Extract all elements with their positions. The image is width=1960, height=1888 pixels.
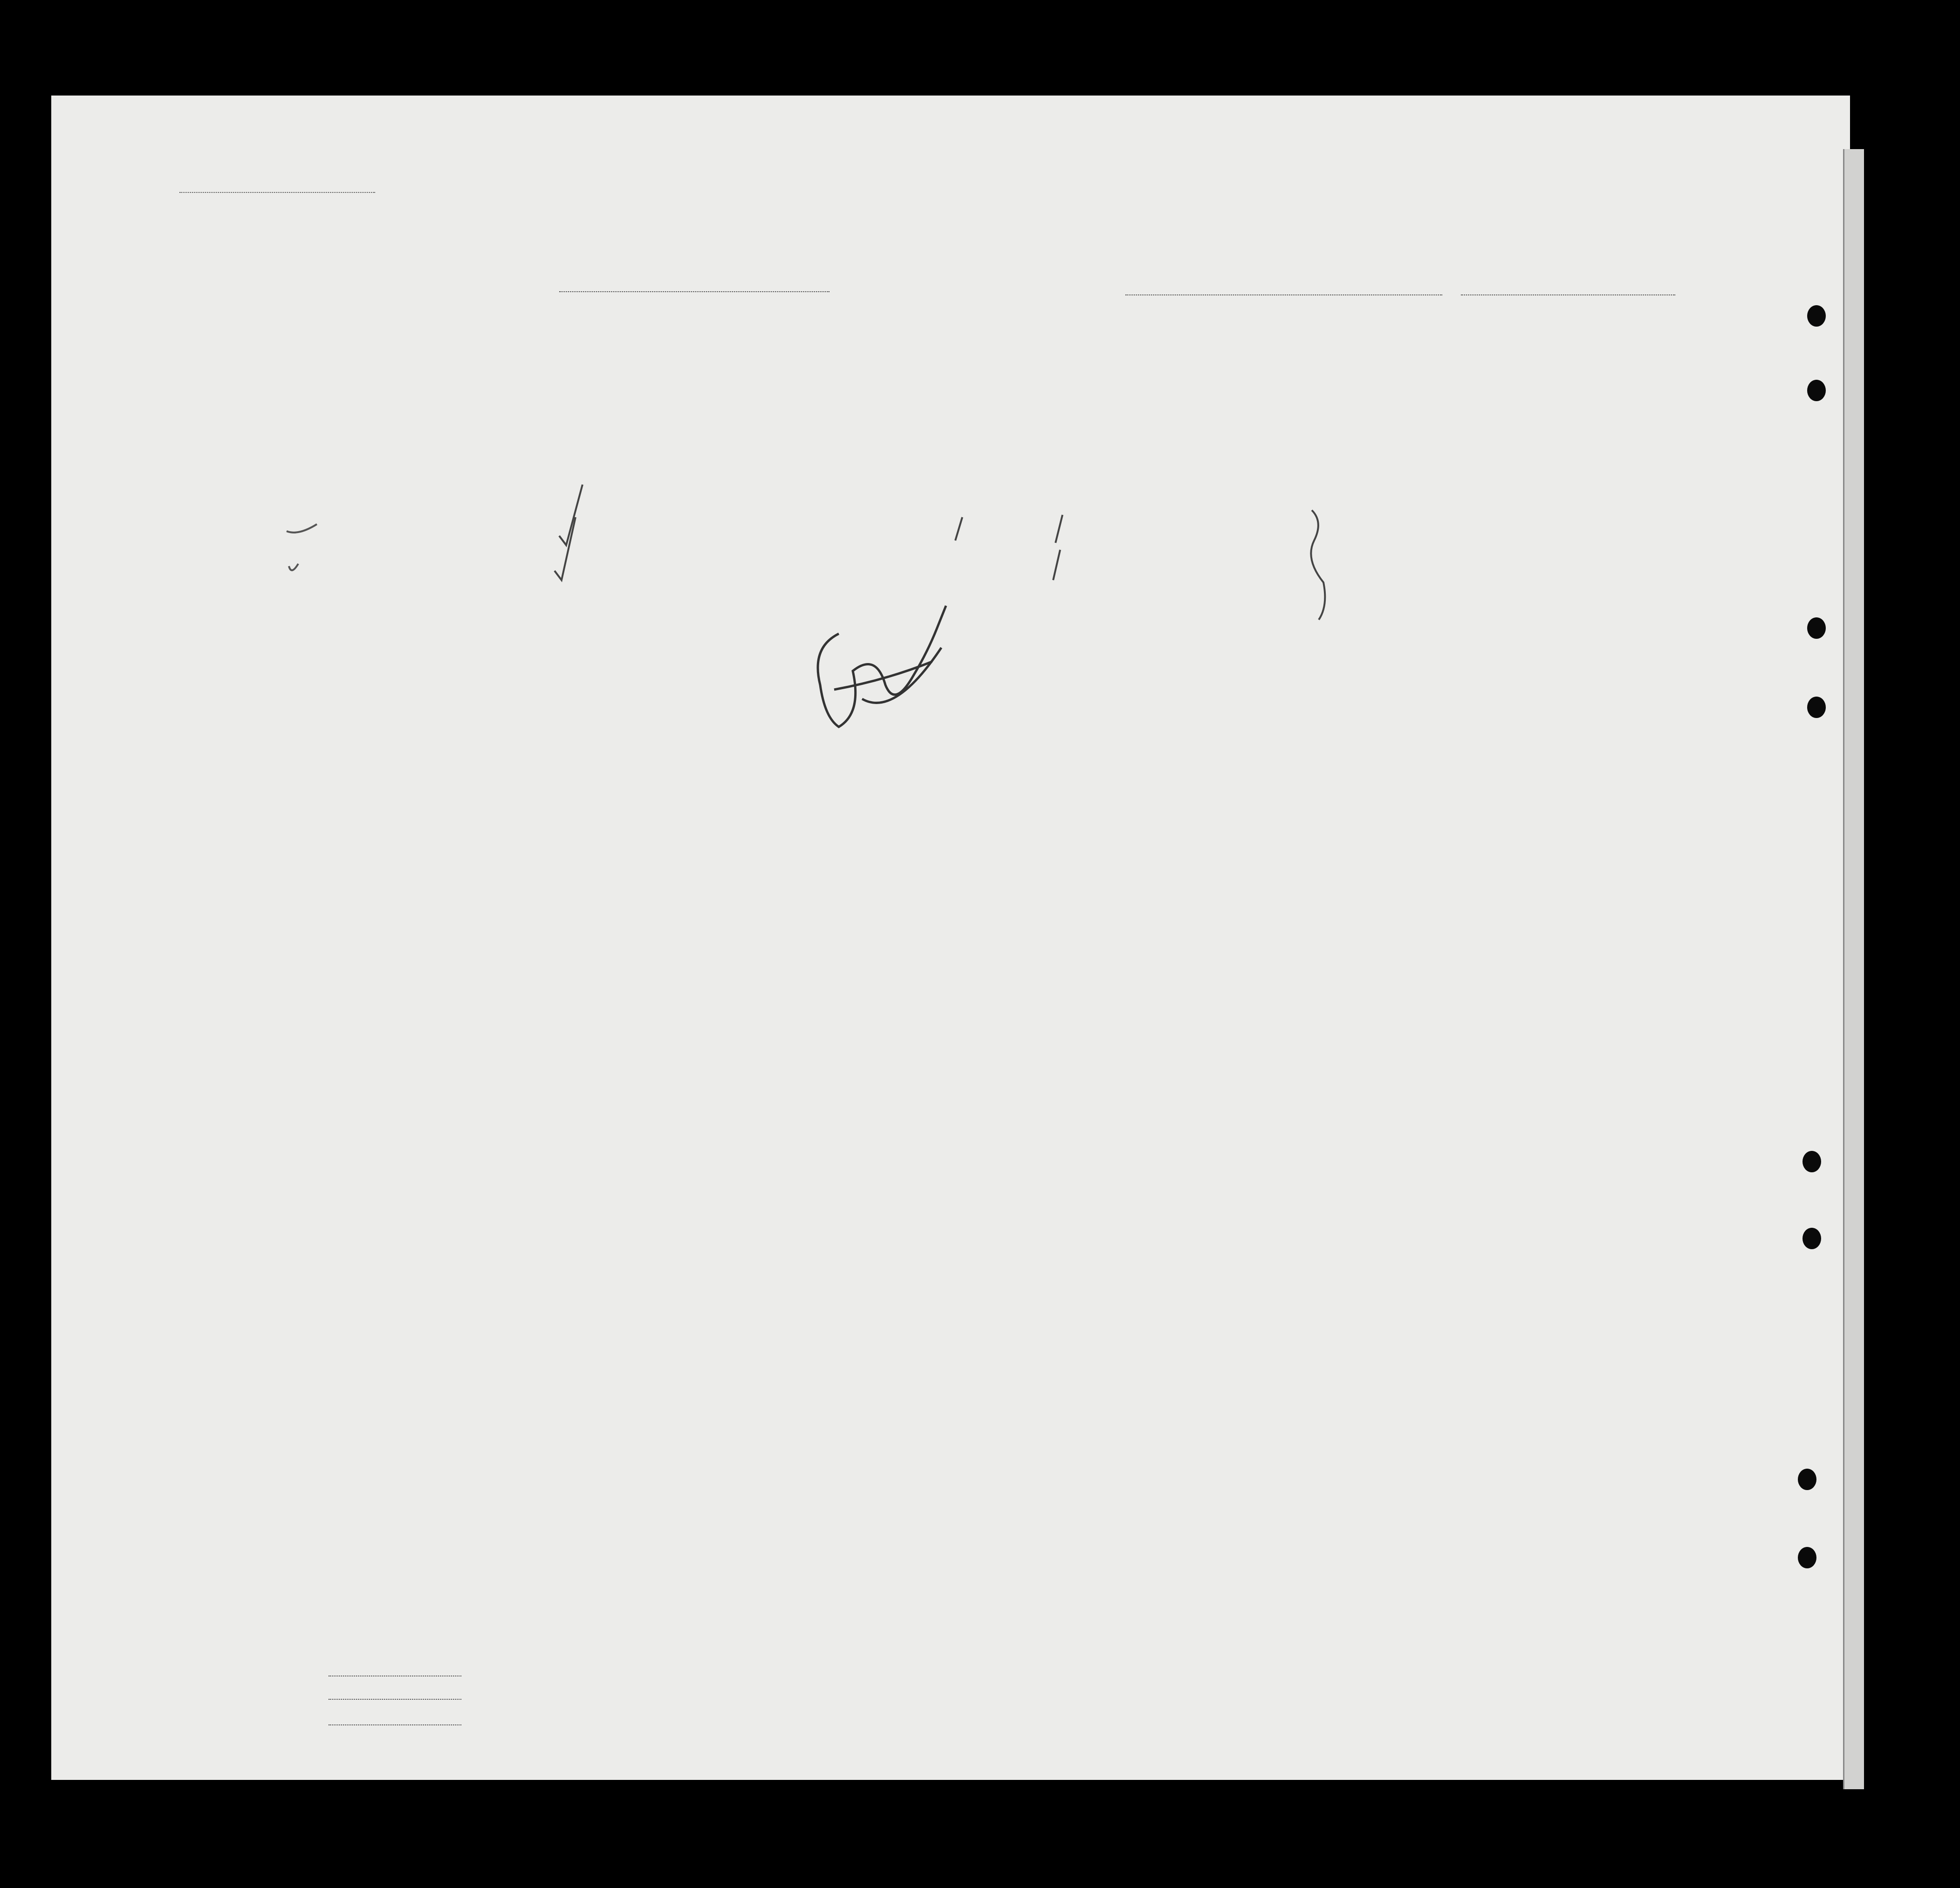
punch-hole xyxy=(1802,1228,1821,1249)
citizens-line xyxy=(329,1699,461,1700)
punch-hole xyxy=(1798,1469,1816,1490)
punch-hole xyxy=(1807,617,1826,639)
punch-hole xyxy=(1807,380,1826,401)
punch-hole xyxy=(1807,305,1826,327)
punch-hole xyxy=(1798,1547,1816,1568)
punch-hole xyxy=(1807,697,1826,718)
punch-hole xyxy=(1802,1151,1821,1172)
aliens-line xyxy=(329,1724,461,1725)
